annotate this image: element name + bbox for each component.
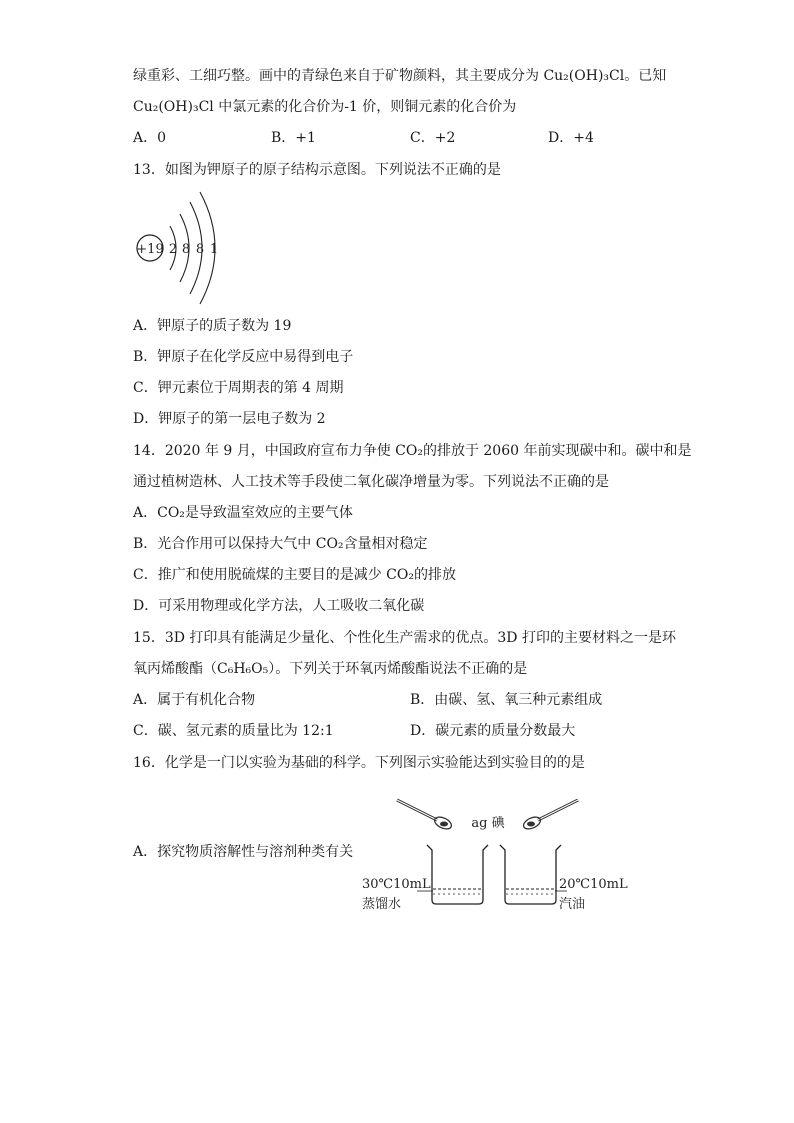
shell-electrons-4: 1: [209, 242, 219, 257]
q12-line2: Cu₂(OH)₃Cl 中氯元素的化合价为-1 价，则铜元素的化合价为: [133, 99, 517, 115]
right-temp-label: 20℃10mL: [559, 877, 628, 892]
left-solvent-label: 蒸馏水: [362, 897, 402, 912]
q15-line1: 15．3D 打印具有能满足少量化、个性化生产需求的优点。3D 打印的主要材料之一是环: [133, 630, 676, 646]
right-spatula-icon: [522, 800, 578, 831]
q14-option-b: B．光合作用可以保持大气中 CO₂含量相对稳定: [133, 536, 428, 552]
reagent-label: ag 碘: [471, 816, 505, 831]
q16-stem: 16．化学是一门以实验为基础的科学。下列图示实验能达到实验目的的是: [133, 755, 585, 771]
q12-option-c: C．+2: [410, 130, 456, 146]
iodine-solubility-diagram: [355, 790, 635, 920]
left-beaker-icon: [427, 845, 488, 904]
q13-option-b: B．钾原子在化学反应中易得到电子: [133, 349, 354, 365]
q16-option-a: A．探究物质溶解性与溶剂种类有关: [133, 844, 354, 860]
right-solvent-label: 汽油: [559, 897, 586, 912]
q14-line2: 通过植树造林、人工技术等手段使二氧化碳净增量为零。下列说法不正确的是: [133, 474, 609, 490]
q15-option-c: C．碳、氢元素的质量比为 12:1: [133, 723, 334, 739]
q12-option-b: B．+1: [271, 130, 316, 146]
q12-option-a: A．0: [133, 130, 167, 146]
q14-option-a: A．CO₂是导致温室效应的主要气体: [133, 505, 353, 521]
q12-option-d: D．+4: [548, 130, 594, 146]
q14-option-d: D．可采用物理或化学方法，人工吸收二氧化碳: [133, 598, 425, 614]
shell-electrons-1: 2: [168, 242, 178, 257]
q13-option-a: A．钾原子的质子数为 19: [133, 318, 292, 334]
right-beaker-icon: [500, 845, 561, 904]
nucleus-charge: +19: [136, 242, 164, 257]
potassium-atom-diagram: [130, 188, 240, 308]
q15-option-a: A．属于有机化合物: [133, 692, 256, 708]
q14-option-c: C．推广和使用脱硫煤的主要目的是减少 CO₂的排放: [133, 567, 456, 583]
shell-electrons-3: 8: [195, 242, 205, 257]
shell-electrons-2: 8: [181, 242, 191, 257]
q15-option-b: B．由碳、氢、氧三种元素组成: [410, 692, 603, 708]
q15-option-d: D．碳元素的质量分数最大: [410, 723, 576, 739]
q13-stem: 13．如图为钾原子的原子结构示意图。下列说法不正确的是: [133, 162, 501, 178]
q13-option-c: C．钾元素位于周期表的第 4 周期: [133, 380, 344, 396]
q13-option-d: D．钾原子的第一层电子数为 2: [133, 411, 326, 427]
q14-line1: 14．2020 年 9 月，中国政府宣布力争使 CO₂的排放于 2060 年前实现碳中和。碳中和是: [133, 443, 692, 459]
left-temp-label: 30℃10mL: [362, 877, 431, 892]
q12-line1: 绿重彩、工细巧整。画中的青绿色来自于矿物颜料，其主要成分为 Cu₂(OH)₃Cl。已知: [133, 68, 667, 84]
q15-line2: 氧丙烯酸酯（C₆H₆O₅）。下列关于环氧丙烯酸酯说法不正确的是: [133, 661, 528, 677]
left-spatula-icon: [397, 800, 453, 831]
